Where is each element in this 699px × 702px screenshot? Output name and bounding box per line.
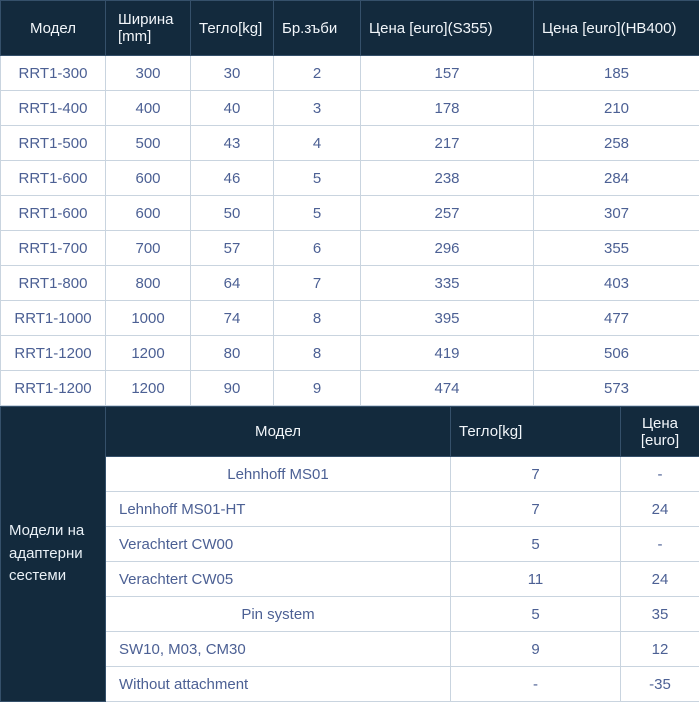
t1-col-weight: Тегло[kg] [191, 1, 274, 56]
t2-col-weight: Тегло[kg] [451, 407, 621, 457]
cell-weight: 46 [191, 161, 274, 196]
t1-col-model: Модел [1, 1, 106, 56]
table-row [1, 266, 699, 301]
cell-price-hb400: 573 [534, 371, 699, 406]
cell-teeth: 6 [274, 231, 361, 266]
cell-model: RRT1-400 [1, 91, 106, 126]
cell-price-hb400: 355 [534, 231, 699, 266]
table-row [1, 161, 699, 196]
t2-col-price: Цена [euro] [621, 407, 699, 457]
cell-price-hb400: 403 [534, 266, 699, 301]
table-row [1, 56, 699, 91]
cell-weight: 57 [191, 231, 274, 266]
table-row [1, 301, 699, 336]
cell-width: 600 [106, 196, 191, 231]
cell-width: 600 [106, 161, 191, 196]
cell-width: 400 [106, 91, 191, 126]
table-row [1, 527, 699, 562]
cell-price-s355: 474 [361, 371, 534, 406]
cell-model: RRT1-500 [1, 126, 106, 161]
table-row [1, 632, 699, 667]
cell-price: 24 [621, 562, 699, 597]
cell-width: 1200 [106, 371, 191, 406]
cell-weight: - [451, 667, 621, 702]
cell-model: Pin system [106, 597, 451, 632]
cell-model: RRT1-600 [1, 196, 106, 231]
cell-weight: 64 [191, 266, 274, 301]
cell-price-hb400: 477 [534, 301, 699, 336]
table-row [1, 492, 699, 527]
cell-price-s355: 395 [361, 301, 534, 336]
cell-price-hb400: 307 [534, 196, 699, 231]
cell-model: RRT1-600 [1, 161, 106, 196]
cell-price: 24 [621, 492, 699, 527]
table-row [1, 667, 699, 702]
cell-price: 12 [621, 632, 699, 667]
t2-header-row [1, 407, 699, 457]
cell-weight: 7 [451, 457, 621, 492]
cell-teeth: 8 [274, 336, 361, 371]
cell-price: 35 [621, 597, 699, 632]
cell-price-s355: 419 [361, 336, 534, 371]
cell-price: -35 [621, 667, 699, 702]
table-row [1, 597, 699, 632]
cell-model: Verachtert CW05 [106, 562, 451, 597]
table-row [1, 562, 699, 597]
cell-price-hb400: 258 [534, 126, 699, 161]
cell-width: 300 [106, 56, 191, 91]
cell-weight: 9 [451, 632, 621, 667]
cell-weight: 11 [451, 562, 621, 597]
t1-col-price-s355: Цена [euro](S355) [361, 1, 534, 56]
t2-col-model: Модел [106, 407, 451, 457]
cell-price-hb400: 185 [534, 56, 699, 91]
adapter-systems-table [0, 406, 699, 702]
cell-weight: 30 [191, 56, 274, 91]
cell-teeth: 9 [274, 371, 361, 406]
cell-price-s355: 257 [361, 196, 534, 231]
table-row [1, 371, 699, 406]
cell-width: 500 [106, 126, 191, 161]
cell-model: SW10, M03, CM30 [106, 632, 451, 667]
cell-width: 1000 [106, 301, 191, 336]
cell-width: 1200 [106, 336, 191, 371]
t1-col-teeth: Бр.зъби [274, 1, 361, 56]
cell-model: Verachtert CW00 [106, 527, 451, 562]
t1-col-width: Ширина[mm] [106, 1, 191, 56]
cell-model: RRT1-1000 [1, 301, 106, 336]
cell-weight: 5 [451, 527, 621, 562]
cell-teeth: 7 [274, 266, 361, 301]
cell-price-s355: 217 [361, 126, 534, 161]
cell-weight: 5 [451, 597, 621, 632]
cell-model: Without attachment [106, 667, 451, 702]
cell-price: - [621, 457, 699, 492]
cell-weight: 43 [191, 126, 274, 161]
cell-teeth: 4 [274, 126, 361, 161]
cell-price-s355: 335 [361, 266, 534, 301]
cell-price: - [621, 527, 699, 562]
cell-price-hb400: 284 [534, 161, 699, 196]
cell-model: RRT1-1200 [1, 371, 106, 406]
cell-price-s355: 296 [361, 231, 534, 266]
t1-col-price-hb400: Цена [euro](HB400) [534, 1, 699, 56]
table-row [1, 457, 699, 492]
cell-teeth: 8 [274, 301, 361, 336]
table-row [1, 196, 699, 231]
cell-price-s355: 238 [361, 161, 534, 196]
table-row [1, 231, 699, 266]
adapter-systems-side-label: Модели на адаптерни сестеми [1, 407, 106, 702]
cell-price-s355: 157 [361, 56, 534, 91]
cell-width: 800 [106, 266, 191, 301]
cell-model: Lehnhoff MS01-HT [106, 492, 451, 527]
cell-width: 700 [106, 231, 191, 266]
cell-price-s355: 178 [361, 91, 534, 126]
cell-weight: 7 [451, 492, 621, 527]
cell-teeth: 5 [274, 196, 361, 231]
cell-weight: 50 [191, 196, 274, 231]
table-row [1, 91, 699, 126]
cell-weight: 74 [191, 301, 274, 336]
cell-weight: 40 [191, 91, 274, 126]
cell-price-hb400: 506 [534, 336, 699, 371]
table-row [1, 336, 699, 371]
cell-model: RRT1-1200 [1, 336, 106, 371]
cell-price-hb400: 210 [534, 91, 699, 126]
t1-header-row [1, 1, 699, 56]
cell-teeth: 2 [274, 56, 361, 91]
cell-model: Lehnhoff MS01 [106, 457, 451, 492]
cell-model: RRT1-700 [1, 231, 106, 266]
table-row [1, 126, 699, 161]
cell-teeth: 5 [274, 161, 361, 196]
cell-weight: 80 [191, 336, 274, 371]
cell-model: RRT1-800 [1, 266, 106, 301]
cell-model: RRT1-300 [1, 56, 106, 91]
cell-weight: 90 [191, 371, 274, 406]
cell-teeth: 3 [274, 91, 361, 126]
